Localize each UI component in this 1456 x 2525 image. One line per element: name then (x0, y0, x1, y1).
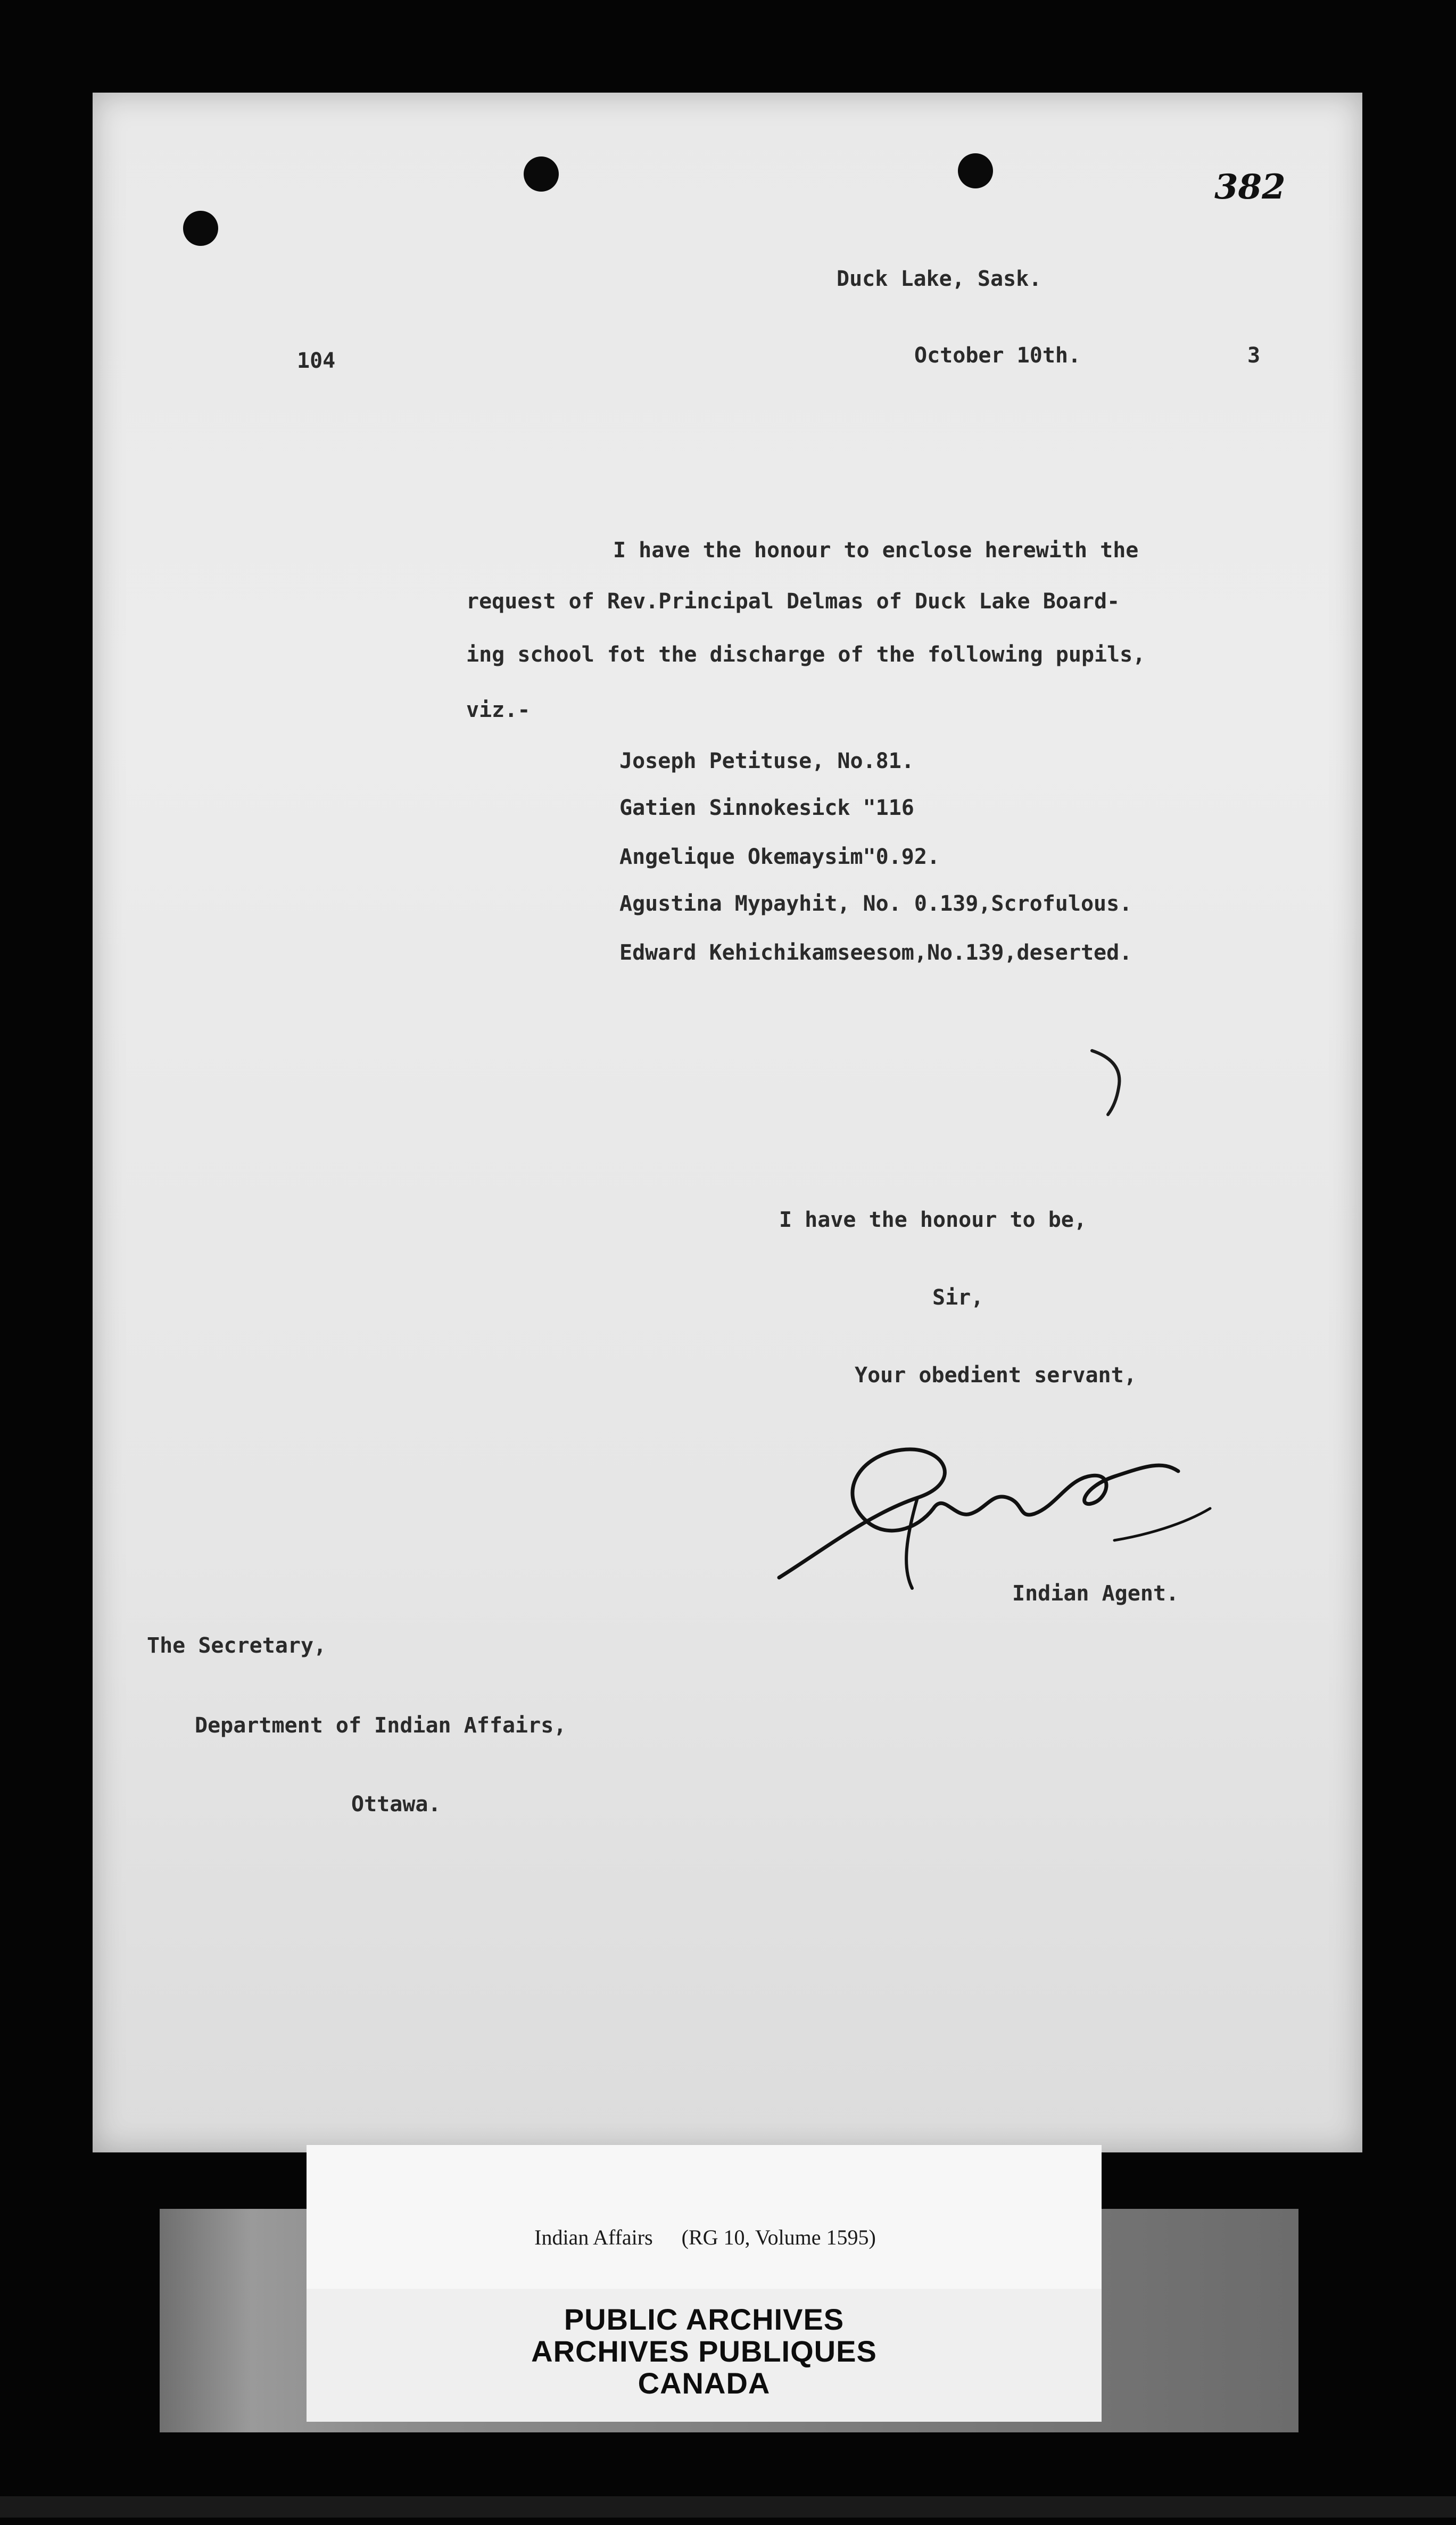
punch-hole-right (958, 153, 993, 188)
closing-line-3: Your obedient servant, (855, 1363, 1137, 1388)
body-line-1: I have the honour to enclose herewith the (613, 538, 1139, 563)
collection-name: Indian Affairs (534, 2225, 653, 2249)
pupil-entry: Angelique Okemaysim"0.92. (619, 845, 940, 869)
pupil-entry: Edward Kehichikamseesom,No.139,deserted. (619, 940, 1132, 965)
label-card-top (307, 2145, 1102, 2290)
date-line: October 10th. (914, 343, 1081, 368)
address-line-3: Ottawa. (351, 1792, 441, 1817)
signature-title: Indian Agent. (1012, 1581, 1179, 1606)
pupil-entry: Gatien Sinnokesick "116 (619, 796, 914, 820)
volume-reference: (RG 10, Volume 1595) (681, 2225, 876, 2249)
film-edge (0, 2496, 1456, 2518)
address-line-1: The Secretary, (147, 1633, 327, 1658)
letter-page (93, 93, 1362, 2152)
body-line-2: request of Rev.Principal Delmas of Duck Lake Board- (466, 589, 1120, 614)
address-line-2: Department of Indian Affairs, (195, 1713, 567, 1738)
pupil-entry: Agustina Mypayhit, No. 0.139,Scrofulous. (619, 892, 1132, 916)
punch-hole-middle (524, 156, 559, 192)
archive-stamp-line: PUBLIC ARCHIVES (564, 2303, 845, 2336)
handwritten-signature (742, 1413, 1274, 1604)
body-line-4: viz.- (466, 698, 531, 722)
bracket-mark (1087, 1040, 1135, 1125)
archive-stamp-line: ARCHIVES PUBLIQUES (531, 2334, 877, 2368)
closing-salutation: Sir, (932, 1285, 984, 1310)
archive-stamp-line: CANADA (638, 2366, 771, 2400)
place-line: Duck Lake, Sask. (837, 267, 1042, 291)
date-suffix: 3 (1247, 343, 1261, 368)
page-number: 382 (1214, 167, 1286, 207)
pupil-entry: Joseph Petituse, No.81. (619, 749, 914, 773)
body-line-3: ing school fot the discharge of the following pupils, (466, 642, 1146, 667)
archive-reference (319, 2225, 1091, 2250)
punch-hole-left (183, 211, 218, 246)
closing-line-1: I have the honour to be, (779, 1208, 1087, 1232)
file-number: 104 (297, 349, 336, 373)
